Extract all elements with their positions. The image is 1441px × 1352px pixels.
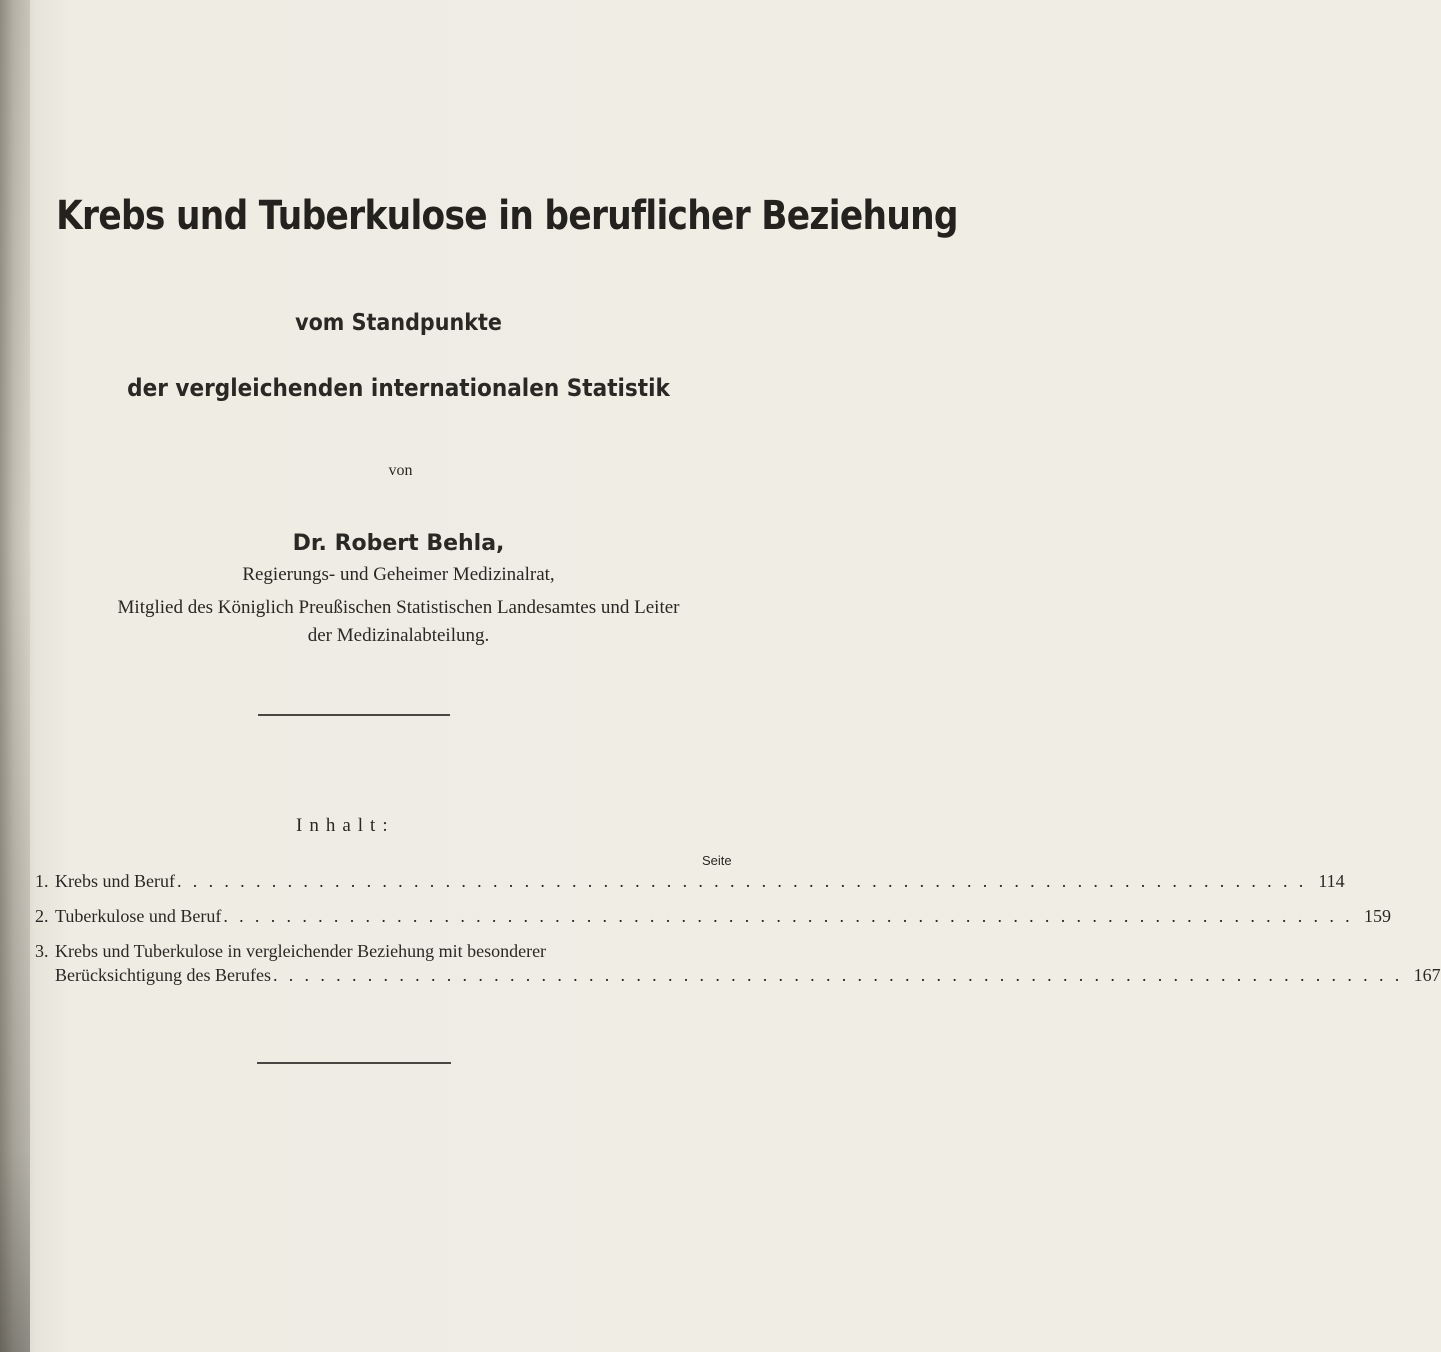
author-title: Regierungs- und Geheimer Medizinalrat, [242,564,555,585]
divider-bottom [257,1062,451,1064]
toc-entry-title: Krebs und Tuberkulose in vergleichender Beziehung mit besonderer [55,941,547,961]
subtitle-line-1: vom Standpunkte [295,310,502,336]
by-label: von [388,462,413,479]
toc-leader-dots: . . . . . . . . . . . . . . . . . . . . . . . . . . . . . . . . . . . . . . . . . . . . . . . . . . . . . . . . . . . . . . . . . . . . . . . . [272,965,1403,985]
divider-top [258,714,450,716]
toc-entry-page: 159 [1364,906,1392,926]
author-position-line-1: Mitglied des Königlich Preußischen Statistischen Landesamtes und Leiter [117,597,680,618]
toc-entry-title-continued: Berücksichtigung des Berufes [55,965,271,985]
toc-heading: Inhalt: [296,815,395,836]
toc-leader-dots: . . . . . . . . . . . . . . . . . . . . . . . . . . . . . . . . . . . . . . . . . . . . . . . . . . . . . . . . . . . . . . . . . . . . . . . . [223,906,1354,926]
toc-entry-number: 3. [35,941,49,961]
author-name: Dr. Robert Behla, [292,531,505,556]
toc-entry-page: 114 [1318,871,1345,891]
toc-leader-dots: . . . . . . . . . . . . . . . . . . . . . . . . . . . . . . . . . . . . . . . . . . . . . . . . . . . . . . . . . . . . . . . . . . . . . . . . [176,871,1307,891]
toc-entry-number: 2. [35,906,49,926]
main-title: Krebs und Tuberkulose in beruflicher Beziehung [56,193,958,239]
toc-entry-title: Tuberkulose und Beruf [55,906,222,926]
toc-entry-title: Krebs und Beruf [55,871,175,891]
author-position [0,594,799,650]
author-position-line-2: der Medizinalabteilung. [307,625,490,646]
subtitle-line-2: der vergleichenden internationalen Statistik [127,374,670,402]
toc-entry-number: 1. [35,871,49,891]
toc-page-label: Seite [702,853,732,868]
page-edge-shadow [0,0,30,1352]
toc-entry-page: 167 [1413,965,1441,985]
